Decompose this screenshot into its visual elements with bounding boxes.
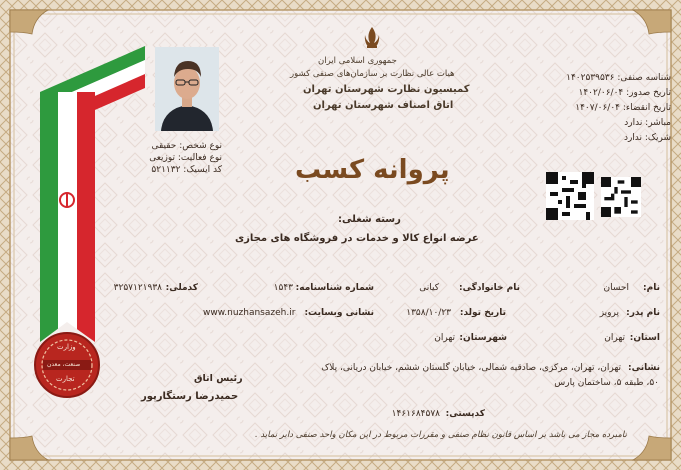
person-info bbox=[130, 140, 222, 176]
family-value: کیانی bbox=[419, 283, 439, 293]
birth-value: ۱۳۵۸/۱۰/۲۳ bbox=[406, 308, 451, 318]
seal-text-mid: صنعت، معدن bbox=[47, 361, 81, 368]
name-label: نام: bbox=[643, 283, 660, 293]
father-value: پرویز bbox=[599, 308, 619, 318]
info-supervisor: مباشر: ندارد bbox=[624, 118, 671, 128]
qr-code-icon bbox=[601, 177, 641, 217]
activity-type: نوع فعالیت: توزیعی bbox=[149, 153, 222, 163]
address-line2: ۵۰، طبقه ۵، ساختمان پارس bbox=[554, 378, 659, 388]
national-id-label: کدملی: bbox=[165, 283, 198, 293]
person-type: نوع شخص: حقیقی bbox=[151, 141, 222, 151]
info-guild-id: شناسه صنفی: ۱۴۰۲۵۳۹۵۳۶ bbox=[566, 73, 671, 83]
seal-text-top: وزارت bbox=[57, 343, 76, 351]
website-value[interactable]: www.nuzhansazeh.ir bbox=[203, 308, 296, 318]
page-title: پروانه کسب bbox=[295, 155, 450, 185]
field-label: رسته شغلی: bbox=[338, 214, 401, 225]
id-label: شماره شناسنامه: bbox=[295, 283, 374, 293]
national-id-value: ۳۲۵۷۱۲۱۹۳۸ bbox=[113, 283, 162, 293]
header-chamber: اتاق اصناف شهرستان تهران bbox=[313, 100, 454, 111]
name-value: احسان bbox=[603, 283, 629, 293]
qr-code-icon bbox=[546, 172, 594, 220]
license-info bbox=[541, 71, 671, 146]
province-value: تهران bbox=[604, 333, 625, 343]
owner-photo bbox=[155, 47, 219, 131]
info-partner: شریک: ندارد bbox=[623, 133, 671, 143]
footer-note: نا‌مبرده مجاز می باشد بر اساس قانون نظام صنفی و مقررات مربوط در این مکان واحد صنفی دایر نماید . bbox=[255, 430, 627, 440]
info-issue-date: تاریخ صدور: ۱۴۰۲/۰۶/۰۴ bbox=[578, 88, 671, 98]
birth-label: تاریخ تولد: bbox=[459, 308, 506, 318]
header-commission: کمیسیون نظارت شهرستان تهران bbox=[303, 84, 470, 95]
chairman-title: رئیس اتاق bbox=[194, 373, 243, 384]
city-value: تهران bbox=[434, 333, 455, 343]
postal-label: کدپستی: bbox=[445, 409, 485, 419]
address-label: نشانی: bbox=[627, 363, 660, 373]
isic-code: کد ایسیک: ۵۲۱۱۳۲ bbox=[151, 165, 222, 175]
father-label: نام پدر: bbox=[626, 308, 660, 318]
chairman-name: حمیدرضا رستگارپور bbox=[141, 391, 239, 402]
info-expiry-date: تاریخ انقضاء: ۱۴۰۷/۰۶/۰۴ bbox=[575, 103, 671, 113]
postal-value: ۱۴۶۱۶۸۴۵۷۸ bbox=[391, 409, 440, 419]
website-label: نشانی وبسایت: bbox=[304, 308, 374, 318]
header-republic: جمهوری اسلامی ایران bbox=[318, 56, 397, 66]
seal-text-bottom: تجارت bbox=[56, 375, 75, 383]
field-value: عرضه انواع کالا و خدمات در فروشگاه های مجازی bbox=[235, 233, 479, 244]
family-label: نام خانوادگی: bbox=[458, 283, 520, 293]
city-label: شهرستان: bbox=[459, 333, 507, 343]
header-council: هیات عالی نظارت بر سازمان‌های صنفی کشور bbox=[290, 69, 455, 79]
province-label: استان: bbox=[629, 333, 660, 343]
address-line1: تهران، تهران، مرکزی، صادقیه شمالی، خیابان گلستان ششم، خیابان دریانی، پلاک bbox=[321, 363, 621, 373]
id-value: ۱۵۴۳ bbox=[273, 283, 293, 293]
